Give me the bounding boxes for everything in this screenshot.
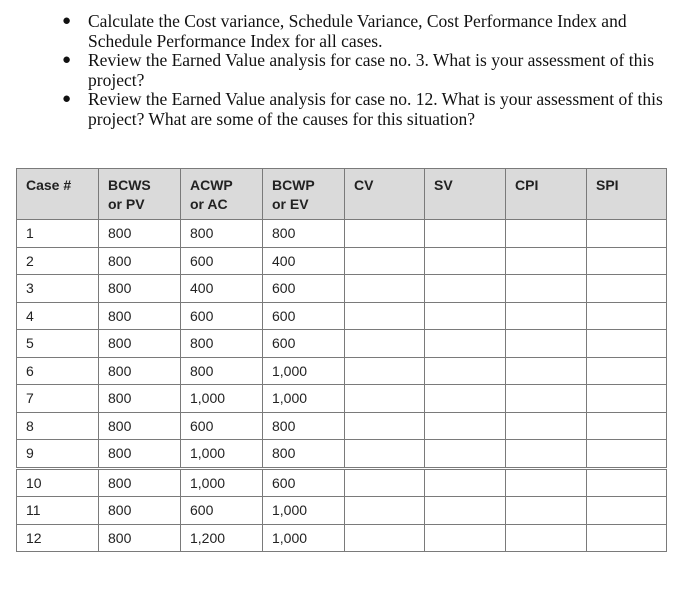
cell-bcws: 800	[99, 247, 181, 275]
cell-acwp: 600	[181, 302, 263, 330]
cell-sv	[425, 468, 506, 497]
cell-bcws: 800	[99, 497, 181, 525]
cell-case: 8	[17, 412, 99, 440]
cell-cpi	[506, 385, 587, 413]
table-row	[17, 302, 667, 330]
cell-cv	[345, 275, 425, 303]
table-row	[17, 385, 667, 413]
header-case: Case #	[17, 169, 99, 220]
cell-spi	[587, 385, 667, 413]
cell-spi	[587, 412, 667, 440]
instruction-item	[60, 12, 690, 51]
cell-bcwp: 800	[263, 440, 345, 469]
cell-acwp: 1,000	[181, 468, 263, 497]
table-row	[17, 412, 667, 440]
cell-sv	[425, 275, 506, 303]
table-row	[17, 275, 667, 303]
cell-cv	[345, 497, 425, 525]
bullet-icon: ●	[62, 13, 72, 29]
cell-cv	[345, 330, 425, 358]
cell-bcwp: 1,000	[263, 524, 345, 552]
cell-bcws: 800	[99, 357, 181, 385]
bullet-icon: ●	[62, 91, 72, 107]
table-row	[17, 357, 667, 385]
cell-bcws: 800	[99, 440, 181, 469]
cell-case: 4	[17, 302, 99, 330]
cell-cv	[345, 385, 425, 413]
cell-bcws: 800	[99, 302, 181, 330]
instruction-text: Review the Earned Value analysis for case no. 3. What is your assessment of this project?	[88, 50, 655, 90]
table-row	[17, 440, 667, 469]
header-spi: SPI	[587, 169, 667, 220]
cell-bcwp: 600	[263, 330, 345, 358]
cell-bcwp: 1,000	[263, 357, 345, 385]
cell-acwp: 600	[181, 412, 263, 440]
cell-spi	[587, 302, 667, 330]
cell-bcwp: 600	[263, 275, 345, 303]
cell-sv	[425, 524, 506, 552]
cell-case: 5	[17, 330, 99, 358]
cell-acwp: 400	[181, 275, 263, 303]
header-sv: SV	[425, 169, 506, 220]
cell-sv	[425, 247, 506, 275]
cell-cpi	[506, 524, 587, 552]
cell-acwp: 1,200	[181, 524, 263, 552]
table-row	[17, 468, 667, 497]
cell-bcws: 800	[99, 468, 181, 497]
table-row	[17, 247, 667, 275]
cell-acwp: 600	[181, 497, 263, 525]
header-bcwp: BCWP or EV	[263, 169, 345, 220]
instruction-list	[60, 12, 690, 129]
cell-bcws: 800	[99, 275, 181, 303]
cell-acwp: 800	[181, 220, 263, 248]
instruction-text: Calculate the Cost variance, Schedule Variance, Cost Performance Index and Schedule Performance Index for all cases.	[88, 11, 627, 51]
cell-spi	[587, 275, 667, 303]
cell-bcws: 800	[99, 330, 181, 358]
cell-spi	[587, 357, 667, 385]
cell-sv	[425, 220, 506, 248]
cell-spi	[587, 497, 667, 525]
cell-cpi	[506, 468, 587, 497]
cell-bcwp: 400	[263, 247, 345, 275]
table-body	[17, 220, 667, 552]
cell-cv	[345, 220, 425, 248]
cell-sv	[425, 302, 506, 330]
header-cpi: CPI	[506, 169, 587, 220]
cell-case: 6	[17, 357, 99, 385]
cell-bcws: 800	[99, 220, 181, 248]
cell-case: 1	[17, 220, 99, 248]
cell-sv	[425, 440, 506, 469]
cell-case: 10	[17, 468, 99, 497]
instruction-text: Review the Earned Value analysis for case no. 12. What is your assessment of this project? What are some of the causes for this situation?	[88, 89, 663, 129]
cell-cpi	[506, 330, 587, 358]
cell-spi	[587, 247, 667, 275]
cell-cv	[345, 412, 425, 440]
cell-cpi	[506, 275, 587, 303]
cell-case: 12	[17, 524, 99, 552]
cell-sv	[425, 412, 506, 440]
cell-acwp: 1,000	[181, 385, 263, 413]
table-row	[17, 524, 667, 552]
cell-bcwp: 1,000	[263, 497, 345, 525]
cell-cpi	[506, 412, 587, 440]
cell-bcwp: 1,000	[263, 385, 345, 413]
cell-case: 2	[17, 247, 99, 275]
header-bcws: BCWS or PV	[99, 169, 181, 220]
cell-spi	[587, 330, 667, 358]
header-cv: CV	[345, 169, 425, 220]
cell-cpi	[506, 302, 587, 330]
cell-acwp: 800	[181, 357, 263, 385]
cell-spi	[587, 468, 667, 497]
cell-acwp: 600	[181, 247, 263, 275]
cell-case: 9	[17, 440, 99, 469]
cell-cpi	[506, 497, 587, 525]
cell-cpi	[506, 357, 587, 385]
table-header-row	[17, 169, 667, 220]
cell-spi	[587, 220, 667, 248]
header-acwp: ACWP or AC	[181, 169, 263, 220]
table-row	[17, 497, 667, 525]
cell-cv	[345, 524, 425, 552]
cell-cv	[345, 357, 425, 385]
cell-bcwp: 600	[263, 302, 345, 330]
cell-sv	[425, 385, 506, 413]
cell-bcwp: 800	[263, 220, 345, 248]
cell-cpi	[506, 247, 587, 275]
cell-bcwp: 600	[263, 468, 345, 497]
cell-acwp: 800	[181, 330, 263, 358]
bullet-icon: ●	[62, 52, 72, 68]
cell-case: 3	[17, 275, 99, 303]
cell-cpi	[506, 440, 587, 469]
cell-sv	[425, 497, 506, 525]
cell-cv	[345, 247, 425, 275]
cell-cv	[345, 440, 425, 469]
cell-spi	[587, 440, 667, 469]
cell-bcws: 800	[99, 412, 181, 440]
cell-bcwp: 800	[263, 412, 345, 440]
cell-bcws: 800	[99, 524, 181, 552]
cell-spi	[587, 524, 667, 552]
cell-cpi	[506, 220, 587, 248]
instruction-item	[60, 51, 690, 90]
earned-value-table	[16, 168, 667, 552]
cell-case: 11	[17, 497, 99, 525]
table-row	[17, 220, 667, 248]
cell-acwp: 1,000	[181, 440, 263, 469]
cell-case: 7	[17, 385, 99, 413]
cell-cv	[345, 302, 425, 330]
cell-cv	[345, 468, 425, 497]
cell-sv	[425, 330, 506, 358]
cell-bcws: 800	[99, 385, 181, 413]
instruction-item	[60, 90, 690, 129]
table-row	[17, 330, 667, 358]
cell-sv	[425, 357, 506, 385]
